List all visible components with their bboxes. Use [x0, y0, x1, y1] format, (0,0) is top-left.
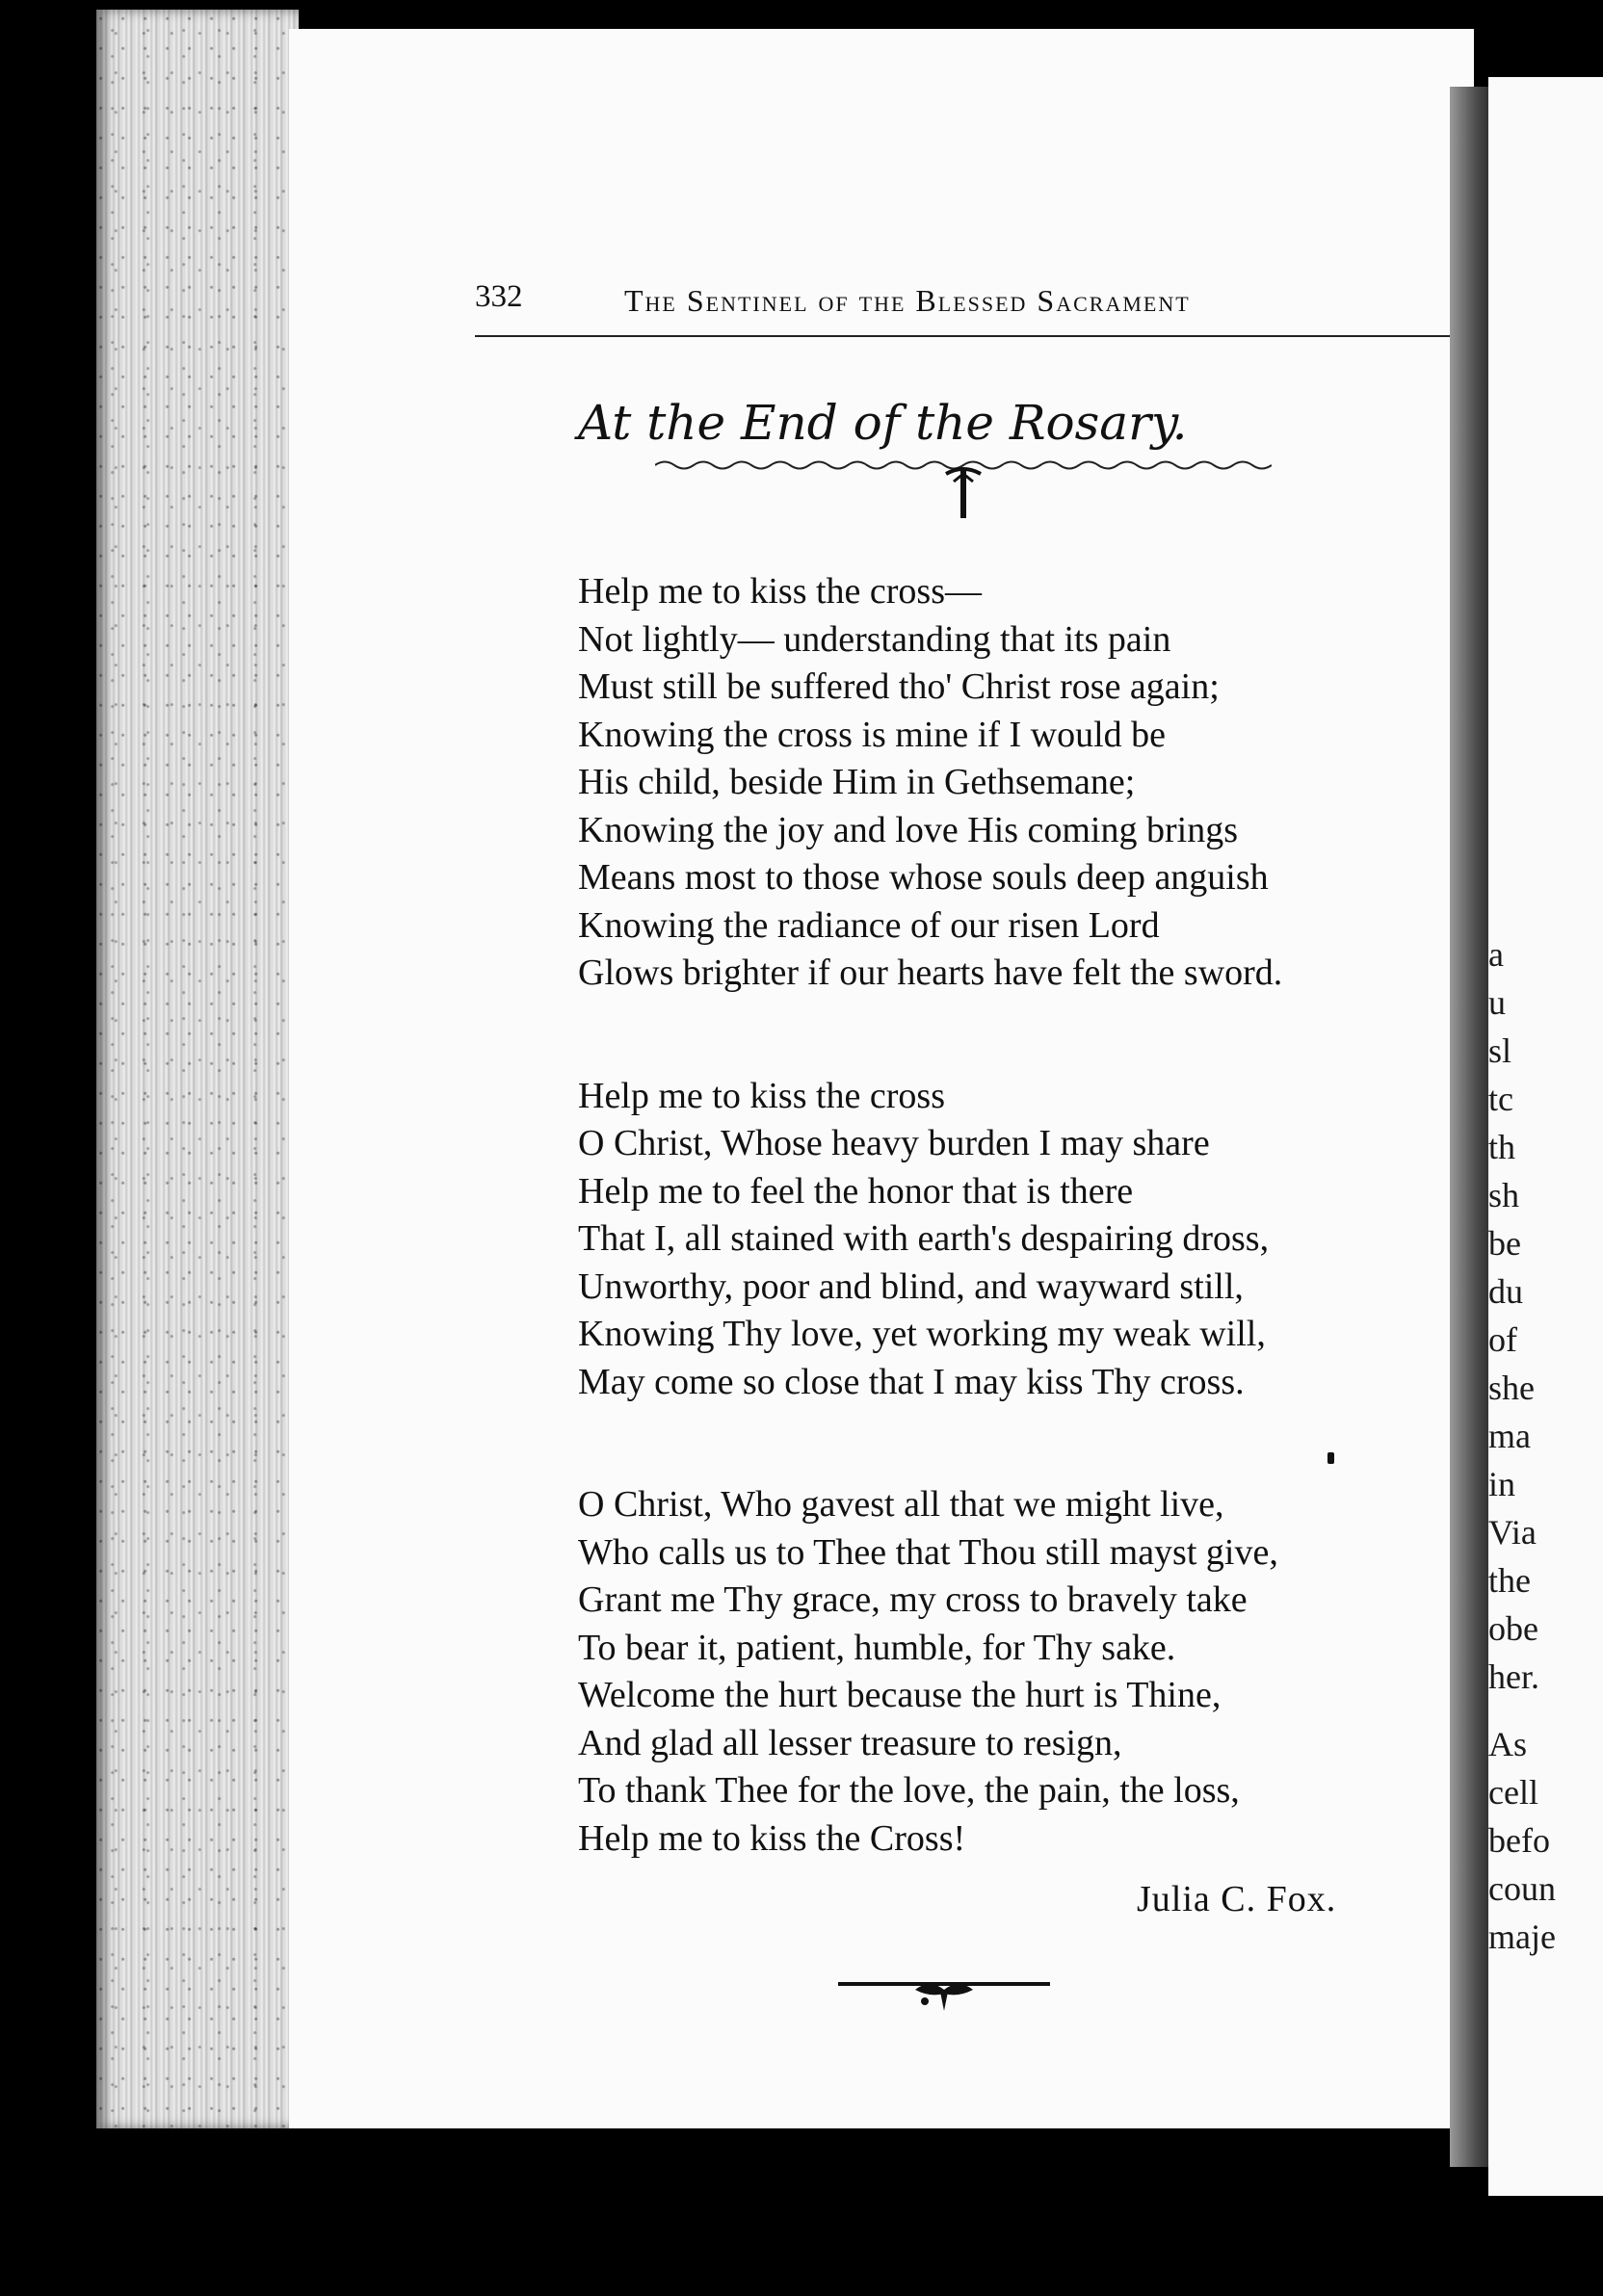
facing-page-text-fragment: a [1488, 935, 1504, 974]
facing-page-text-fragment: As [1488, 1725, 1528, 1763]
poem-body [578, 568, 1445, 1938]
facing-page-text-fragment: cell [1488, 1773, 1538, 1812]
poem-line: Help me to kiss the Cross! [578, 1817, 966, 1859]
poem-line: Knowing Thy love, yet working my weak will, [578, 1314, 1266, 1354]
facing-page-text-fragment: sh [1488, 1176, 1520, 1214]
facing-page-text-fragment: u [1488, 983, 1506, 1022]
poem-line: Welcome the hurt because the hurt is Thine, [578, 1675, 1222, 1715]
poem-line: Knowing the radiance of our risen Lord [578, 904, 1160, 946]
facing-page-text-fragment: sl [1488, 1031, 1512, 1070]
poem-line: And glad all lesser treasure to resign, [578, 1722, 1122, 1763]
poem-line: Knowing the joy and love His coming brings [578, 809, 1238, 850]
facing-page-text-fragment: maje [1488, 1918, 1556, 1956]
poem-line: Who calls us to Thee that Thou still mayst give, [578, 1531, 1278, 1573]
facing-page-text-fragment: the [1488, 1561, 1531, 1600]
poem-line: Grant me Thy grace, my cross to bravely take [578, 1579, 1248, 1620]
poem-line: Knowing the cross is mine if I would be [578, 714, 1167, 755]
facing-page-text-fragment: ma [1488, 1417, 1531, 1455]
facing-page-text-fragment: du [1488, 1272, 1523, 1311]
poem-line: To bear it, patient, humble, for Thy sake. [578, 1627, 1176, 1668]
facing-page-text-fragment: in [1488, 1465, 1516, 1503]
poem-line: That I, all stained with earth's despairing dross, [578, 1218, 1270, 1259]
cross-ornament-icon [944, 464, 983, 520]
poem-line: Must still be suffered tho' Christ rose again; [578, 666, 1220, 707]
running-head [475, 279, 1450, 337]
stanza-2 [578, 1073, 1445, 1407]
poem-line: Help me to feel the honor that is there [578, 1170, 1134, 1212]
facing-page-text-fragment: th [1488, 1128, 1516, 1166]
facing-page-text-fragment: befo [1488, 1821, 1550, 1860]
facing-page-text-fragment: be [1488, 1224, 1521, 1263]
poem-line: Unworthy, poor and blind, and wayward still, [578, 1265, 1244, 1307]
journal-title: The Sentinel of the Blessed Sacrament [624, 283, 1191, 318]
facing-page [1488, 77, 1603, 2196]
end-flourish-icon [838, 1972, 1050, 2021]
facing-page-text-fragment: she [1488, 1369, 1535, 1407]
facing-page-text-fragment: tc [1488, 1080, 1513, 1118]
page-edges-decoration [96, 10, 299, 2128]
poem-line: Means most to those whose souls deep anguish [578, 857, 1269, 898]
poem-title: At the End of the Rosary. [578, 395, 1188, 451]
poem-line: O Christ, Whose heavy burden I may share [578, 1123, 1210, 1163]
stanza-1 [578, 568, 1445, 998]
page-number: 332 [475, 279, 523, 314]
poem-line: Not lightly— understanding that its pain [578, 618, 1171, 660]
stanza-mark [1327, 1452, 1334, 1464]
poem-line: May come so close that I may kiss Thy cross. [578, 1361, 1245, 1402]
spine-shadow [1450, 87, 1493, 2167]
stanza-3 [578, 1481, 1445, 1863]
facing-page-text-fragment: her. [1488, 1657, 1539, 1696]
poem-line: Help me to kiss the cross— [578, 571, 983, 612]
poem-line: His child, beside Him in Gethsemane; [578, 762, 1136, 802]
poem-line: Help me to kiss the cross [578, 1075, 946, 1116]
facing-page-text-fragment: Via [1488, 1513, 1537, 1552]
facing-page-text-fragment: of [1488, 1320, 1517, 1359]
poem-line: Glows brighter if our hearts have felt the sword. [578, 952, 1283, 993]
poem-line: To thank Thee for the love, the pain, the loss, [578, 1770, 1240, 1811]
poem-line: O Christ, Who gavest all that we might live, [578, 1484, 1224, 1525]
facing-page-text-fragment: coun [1488, 1869, 1556, 1908]
facing-page-text-fragment: obe [1488, 1609, 1538, 1648]
author-signature: Julia C. Fox. [1137, 1879, 1337, 1919]
